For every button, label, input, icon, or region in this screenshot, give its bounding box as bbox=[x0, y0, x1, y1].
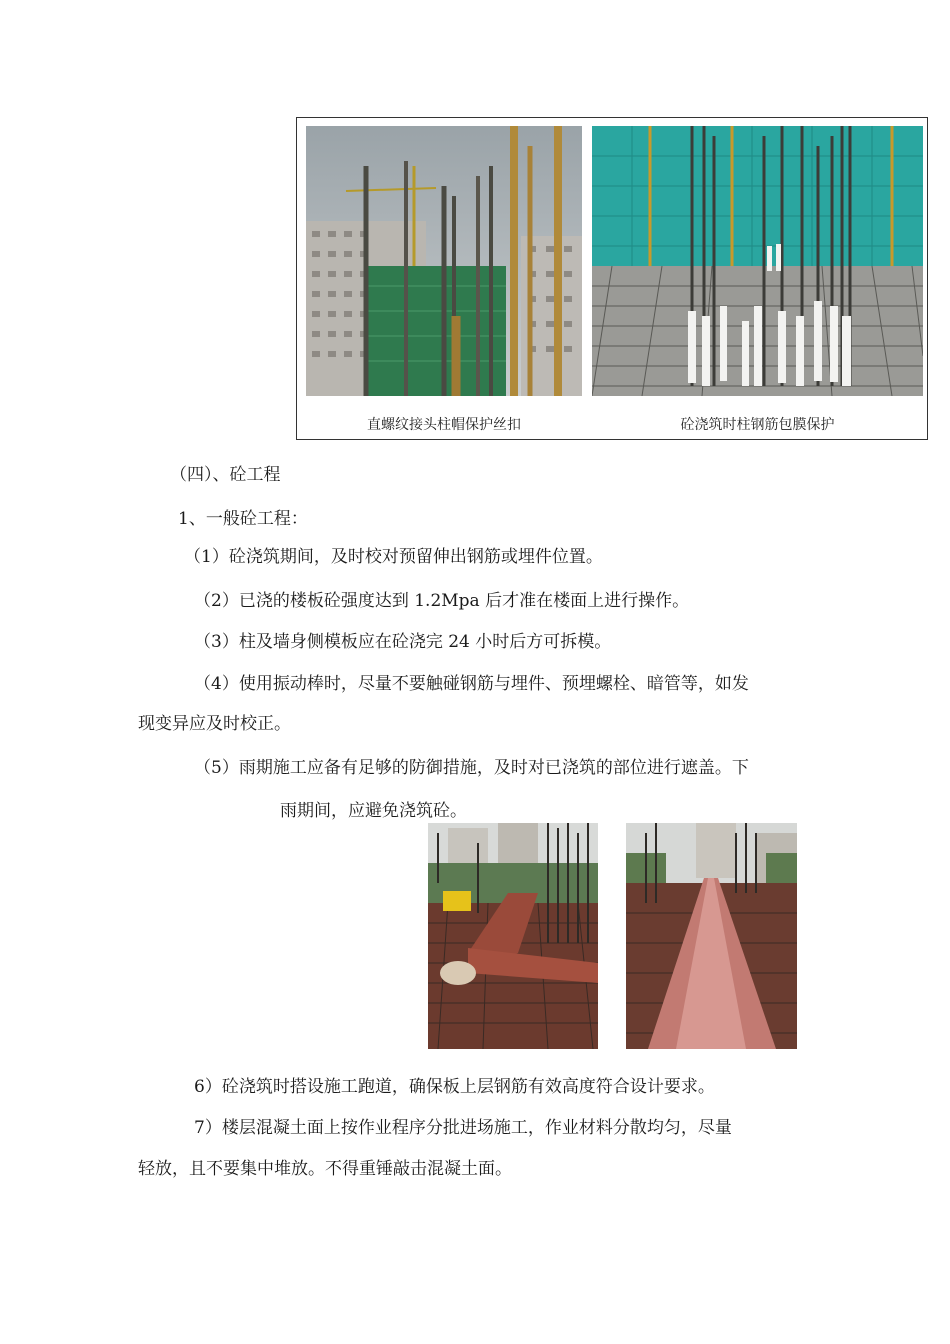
item-7-line-2: 轻放，且不要集中堆放。不得重锤敲击混凝土面。 bbox=[138, 1159, 512, 1179]
item-4-line-1: （4）使用振动棒时，尽量不要触碰钢筋与埋件、预埋螺栓、暗管等，如发 bbox=[194, 674, 749, 694]
photo-walkway-left bbox=[428, 823, 598, 1049]
section-heading: （四）、砼工程 bbox=[170, 465, 281, 485]
subsection-heading: 1、一般砼工程： bbox=[178, 509, 308, 529]
figure-rebar-protection bbox=[296, 117, 928, 440]
item-5-line-2: 雨期间，应避免浇筑砼。 bbox=[280, 801, 467, 821]
photo-rebar-film-wrap bbox=[592, 126, 923, 396]
photo-threaded-cap-protection bbox=[306, 126, 582, 396]
item-5-line-1: （5）雨期施工应备有足够的防御措施，及时对已浇筑的部位进行遮盖。下 bbox=[194, 758, 749, 778]
item-2: （2）已浇的楼板砼强度达到 1.2Mpa 后才准在楼面上进行操作。 bbox=[194, 591, 690, 611]
item-4-line-2: 现变异应及时校正。 bbox=[138, 714, 291, 734]
item-7-line-1: 7）楼层混凝土面上按作业程序分批进场施工，作业材料分散均匀，尽量 bbox=[194, 1118, 732, 1138]
photo-walkway-right bbox=[626, 823, 797, 1049]
caption-left: 直螺纹接头柱帽保护丝扣 bbox=[367, 417, 521, 433]
item-6: 6）砼浇筑时搭设施工跑道，确保板上层钢筋有效高度符合设计要求。 bbox=[194, 1077, 715, 1097]
caption-right: 砼浇筑时柱钢筋包膜保护 bbox=[680, 417, 835, 433]
item-3: （3）柱及墙身侧模板应在砼浇完 24 小时后方可拆模。 bbox=[194, 632, 612, 652]
item-1: （1）砼浇筑期间，及时校对预留伸出钢筋或埋件位置。 bbox=[184, 547, 603, 567]
